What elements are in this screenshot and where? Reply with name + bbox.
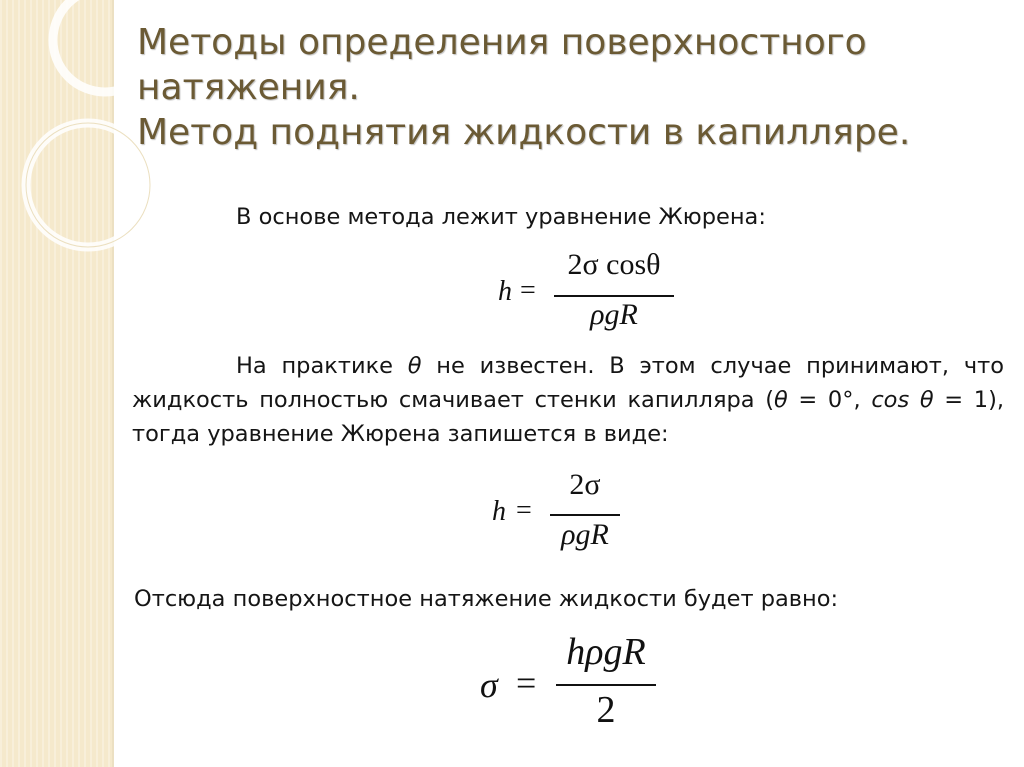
formula-equals: = xyxy=(520,275,536,306)
title-line-2: натяжения. xyxy=(137,67,360,108)
intro-text: В основе метода лежит уравнение Жюрена: xyxy=(236,204,766,230)
formula-lhs: h xyxy=(492,496,506,527)
formula-equals: = xyxy=(516,495,532,526)
surface-tension-equation xyxy=(476,632,666,736)
cos-theta: cos θ xyxy=(871,387,934,413)
fraction-bar xyxy=(554,295,674,297)
fraction-bar xyxy=(556,684,656,686)
formula-numerator: hρgR xyxy=(566,631,646,673)
formula-denominator: 2 xyxy=(596,689,616,731)
practice-paragraph xyxy=(132,349,1004,451)
formula-equals: = xyxy=(516,663,537,703)
decorative-rings-icon xyxy=(0,0,160,300)
theta-symbol: θ xyxy=(773,387,788,413)
formula-numerator: 2σ xyxy=(569,468,601,501)
simplified-jurin-equation xyxy=(490,470,630,558)
paragraph-text: На практике xyxy=(236,353,408,379)
title-line-1: Методы определения поверхностного xyxy=(137,22,867,63)
theta-symbol: θ xyxy=(407,353,422,379)
paragraph-text: = 1), тогда уравнение Жюрена запишется в виде: xyxy=(132,387,1005,447)
formula-denominator: ρgR xyxy=(590,298,638,331)
formula-numerator: 2σ cosθ xyxy=(567,248,661,281)
fraction-bar xyxy=(550,514,620,516)
paragraph-text: = 0°, xyxy=(787,387,872,413)
formula-denominator: ρgR xyxy=(561,518,609,551)
formula-lhs: σ xyxy=(480,665,498,705)
conclusion-text: Отсюда поверхностное натяжение жидкости будет равно: xyxy=(134,586,839,612)
title-line-3: Метод поднятия жидкости в капилляре. xyxy=(137,112,911,153)
jurin-equation xyxy=(496,248,686,340)
formula-lhs: h xyxy=(498,276,512,307)
slide-title xyxy=(137,20,997,155)
paragraph-text: не известен. В этом случае принимают, что жидкость полностью смачивает стенки капилляра ( xyxy=(132,353,1004,413)
